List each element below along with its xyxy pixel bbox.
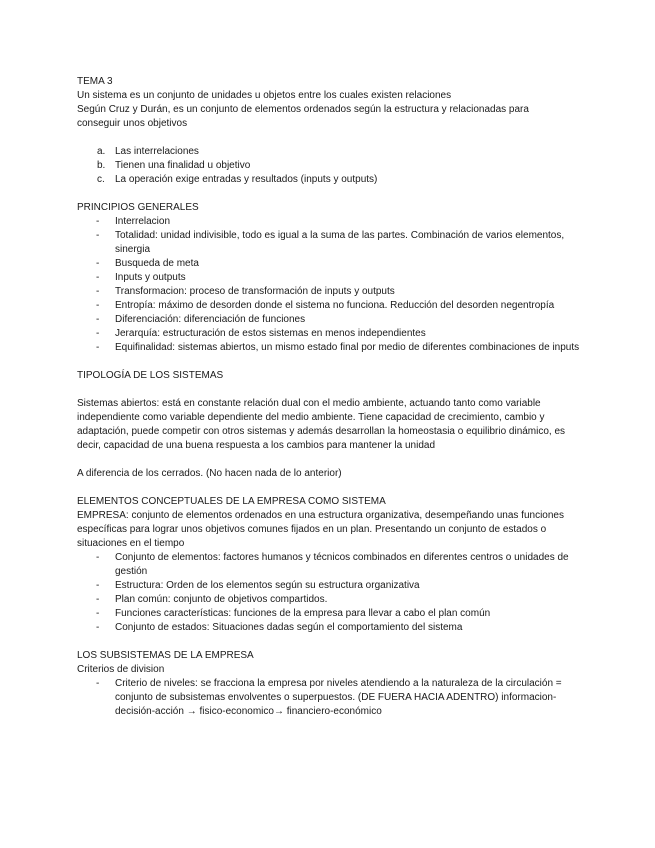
list-item [77, 621, 590, 635]
list-item-text: Entropía: máximo de desorden donde el sistema no funciona. Reducción del desorden negentropía [115, 300, 555, 311]
list-item-text: Totalidad: unidad indivisible, todo es igual a la suma de las partes. Combinación de varios elementos, sinergia [115, 230, 565, 255]
bullet-dash: - [96, 286, 100, 297]
principios-list [77, 215, 582, 355]
bullet-dash: - [96, 552, 100, 563]
list-item-text: Estructura: Orden de los elementos según su estructura organizativa [115, 580, 420, 591]
bullet-dash: - [96, 230, 100, 241]
list-item [77, 593, 590, 607]
list-item-text: Funciones características: funciones de la empresa para llevar a cabo el plan común [115, 608, 491, 619]
list-item [77, 215, 590, 229]
list-item-text: Diferenciación: diferenciación de funciones [115, 314, 306, 325]
list-item-text: Interrelacion [115, 216, 171, 227]
bullet-dash: - [96, 258, 100, 269]
list-item [77, 173, 582, 187]
list-item-text: Jerarquía: estructuración de estos sistemas en menos independientes [115, 328, 426, 339]
characteristics-list [77, 145, 582, 187]
list-item [77, 313, 590, 327]
intro-line-1: Un sistema es un conjunto de unidades u objetos entre los cuales existen relaciones [77, 90, 452, 101]
section-heading-principios: PRINCIPIOS GENERALES [77, 202, 199, 213]
list-item-text: Conjunto de estados: Situaciones dadas según el comportamiento del sistema [115, 622, 463, 633]
list-item [77, 145, 582, 159]
document-body [77, 75, 582, 719]
list-item [77, 159, 582, 173]
section-heading-elementos: ELEMENTOS CONCEPTUALES DE LA EMPRESA COMO SISTEMA [77, 496, 386, 507]
bullet-dash: - [96, 678, 100, 689]
intro-line-2: Según Cruz y Durán, es un conjunto de elementos ordenados según la estructura y relacionadas para conseguir unos objetivos [77, 104, 529, 129]
elementos-paragraph: EMPRESA: conjunto de elementos ordenados en una estructura organizativa, desempeñando unas funciones específicas para lograr unos objetivos comunes fijados en un plan. Presentando un conjunto de estados o situaciones en el tiempo [77, 510, 564, 549]
list-item [77, 579, 590, 593]
bullet-dash: - [96, 272, 100, 283]
list-item [77, 257, 590, 271]
list-item [77, 341, 590, 355]
list-item-text: Busqueda de meta [115, 258, 199, 269]
list-item-text: Plan común: conjunto de objetivos compartidos. [115, 594, 328, 605]
list-item-text: Transformacion: proceso de transformación de inputs y outputs [115, 286, 395, 297]
bullet-dash: - [96, 300, 100, 311]
list-marker: a. [97, 146, 106, 157]
list-item [77, 299, 590, 313]
list-marker: b. [97, 160, 106, 171]
tipologia-note: A diferencia de los cerrados. (No hacen nada de lo anterior) [77, 468, 342, 479]
bullet-dash: - [96, 216, 100, 227]
section-heading-subsistemas: LOS SUBSISTEMAS DE LA EMPRESA [77, 650, 254, 661]
bullet-dash: - [96, 342, 100, 353]
bullet-dash: - [96, 314, 100, 325]
bullet-dash: - [96, 580, 100, 591]
list-item [77, 271, 590, 285]
bullet-dash: - [96, 328, 100, 339]
bullet-dash: - [96, 594, 100, 605]
section-heading-tipologia: TIPOLOGÍA DE LOS SISTEMAS [77, 370, 224, 381]
list-item-text: Inputs y outputs [115, 272, 186, 283]
list-item-text: Tienen una finalidad u objetivo [115, 160, 251, 171]
list-item [77, 285, 590, 299]
tipologia-paragraph: Sistemas abiertos: está en constante relación dual con el medio ambiente, actuando tanto como variable independiente como variable dependiente del medio ambiente. Tiene capacidad de crecimiento, cambio y adaptación, puede competir con otros sistemas y además desarrollan la homeostasia o equilibrio dinámico, es decir, capacidad de una buena respuesta a los cambios para mantener la unidad [77, 398, 566, 451]
list-item-text: Las interrelaciones [115, 146, 199, 157]
list-item [77, 677, 575, 719]
list-item [77, 551, 590, 579]
list-item-text: Conjunto de elementos: factores humanos y técnicos combinados en diferentes centros o unidades de gestión [115, 552, 569, 577]
list-item-text: Criterio de niveles: se fracciona la empresa por niveles atendiendo a la naturaleza de la circulación = conjunto de subsistemas envolventes o superpuestos. (DE FUERA HACIA ADENTRO) informacion-decisión-acción → fisico-economico→ financiero-económico [115, 678, 562, 717]
list-item [77, 607, 590, 621]
bullet-dash: - [96, 622, 100, 633]
subsistemas-subheading: Criterios de division [77, 664, 165, 675]
subsistemas-list [77, 677, 582, 719]
document-title: TEMA 3 [77, 76, 113, 87]
bullet-dash: - [96, 608, 100, 619]
list-item [77, 327, 590, 341]
list-item-text: La operación exige entradas y resultados (inputs y outputs) [115, 174, 378, 185]
list-item [77, 229, 590, 257]
list-marker: c. [97, 174, 105, 185]
list-item-text: Equifinalidad: sistemas abiertos, un mismo estado final por medio de diferentes combinaciones de inputs [115, 342, 580, 353]
elementos-list [77, 551, 582, 635]
